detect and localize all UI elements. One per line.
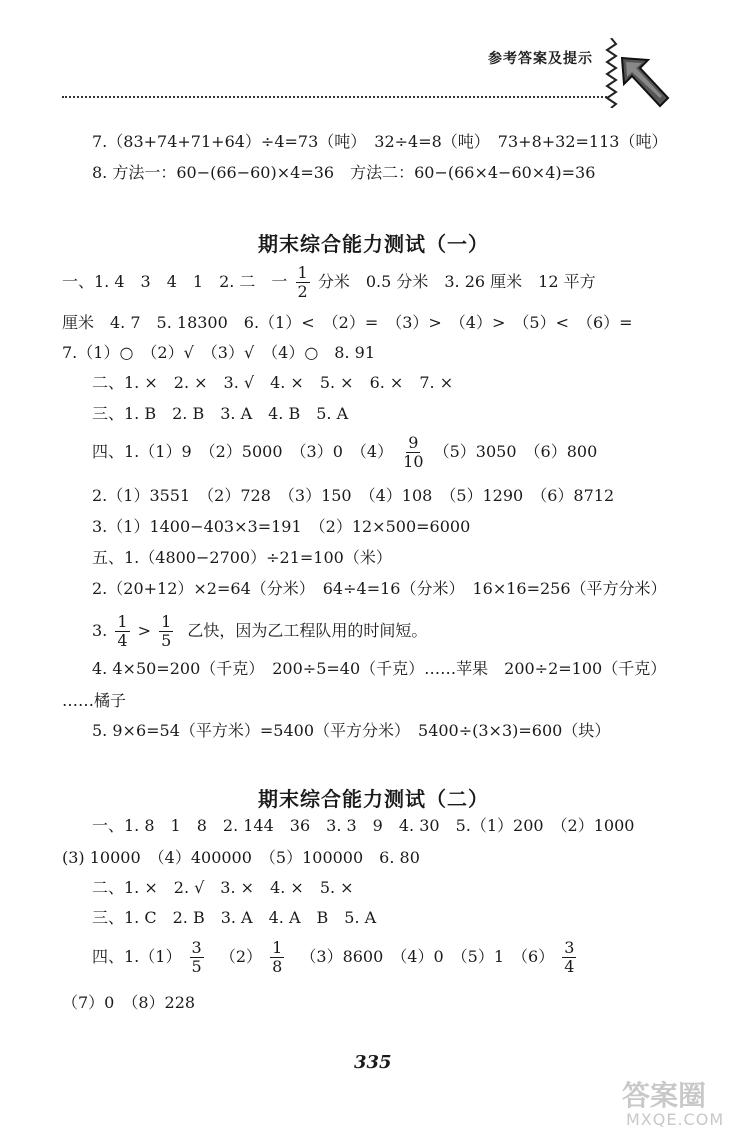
fraction-numerator: 1 xyxy=(272,938,283,957)
section-title-test-2: 期末综合能力测试（二） xyxy=(258,787,489,811)
fraction xyxy=(115,613,129,650)
answer-line: 7.（1）○ （2）√ （3）√ （4）○ 8. 91 xyxy=(62,343,376,362)
watermark-url: MXQE.COM xyxy=(626,1110,725,1129)
answer-line xyxy=(62,262,596,302)
answer-line: 8. 方法一：60−(66−60)×4=36 方法二：60−(66×4−60×4)=36 xyxy=(92,163,596,182)
header-dotted-rule xyxy=(62,96,607,98)
watermark-logo: 答案圈 xyxy=(622,1079,707,1112)
answer-line: 2.（20+12）×2=64（分米） 64÷4=16（分米） 16×16=256（平方分米） xyxy=(92,579,667,598)
answer-line xyxy=(92,432,597,472)
fraction-denominator: 8 xyxy=(272,957,283,976)
fraction-denominator: 5 xyxy=(191,957,202,976)
fraction-denominator: 5 xyxy=(161,631,172,650)
answer-line: 3.（1）1400−403×3=191 （2）12×500=6000 xyxy=(92,517,471,536)
comparison-sign: > xyxy=(137,621,152,640)
answer-text: 乙快，因为乙工程队用的时间短。 xyxy=(187,621,428,640)
answer-line: (3) 10000 （4）400000 （5）100000 6. 80 xyxy=(62,848,420,867)
wavy-divider-icon xyxy=(604,38,618,108)
fraction-numerator: 1 xyxy=(297,263,308,282)
fraction-denominator: 4 xyxy=(117,631,128,650)
answer-line xyxy=(92,611,427,651)
fraction xyxy=(270,939,284,976)
arrow-icon xyxy=(618,54,672,112)
answer-line: 4. 4×50=200（千克） 200÷5=40（千克）……苹果 200÷2=100（千克） xyxy=(92,659,667,678)
answer-text: （5）3050 （6）800 xyxy=(433,442,598,461)
answer-text: （2） xyxy=(219,947,263,966)
answer-line: （7）0 （8）228 xyxy=(62,993,196,1012)
fraction-numerator: 1 xyxy=(161,612,172,631)
fraction xyxy=(401,434,425,471)
fraction xyxy=(190,939,204,976)
answer-line xyxy=(92,937,579,977)
answer-line: 7.（83+74+71+64）÷4=73（吨） 32÷4=8（吨） 73+8+32=113（吨） xyxy=(92,132,668,151)
answer-text: 四、1.（1） xyxy=(92,947,182,966)
answer-text: 一、1. 4 3 4 1 2. 二 一 xyxy=(62,272,288,291)
answer-line: 三、1. C 2. B 3. A 4. A B 5. A xyxy=(92,908,377,927)
answer-text: 分米 0.5 分米 3. 26 厘米 12 平方 xyxy=(317,272,596,291)
fraction-numerator: 9 xyxy=(408,433,419,452)
fraction-denominator: 2 xyxy=(297,282,308,301)
answer-line: 三、1. B 2. B 3. A 4. B 5. A xyxy=(92,404,349,423)
fraction-numerator: 3 xyxy=(191,938,202,957)
fraction-numerator: 1 xyxy=(117,612,128,631)
answer-text: 3. xyxy=(92,621,108,640)
answer-line: 五、1.（4800−2700）÷21=100（米） xyxy=(92,548,392,567)
answer-line: 厘米 4. 7 5. 18300 6.（1）< （2）= （3）> （4）> （5）< （6）= xyxy=(62,313,633,332)
fraction xyxy=(296,264,310,301)
answer-line: 一、1. 8 1 8 2. 144 36 3. 3 9 4. 30 5.（1）200 （2）1000 xyxy=(92,816,635,835)
answer-text: （3）8600 （4）0 （5）1 （6） xyxy=(300,947,555,966)
fraction xyxy=(562,939,576,976)
fraction-denominator: 4 xyxy=(564,957,575,976)
fraction-denominator: 10 xyxy=(403,452,424,471)
section-title-test-1: 期末综合能力测试（一） xyxy=(258,232,489,256)
answer-line: ……橘子 xyxy=(62,691,127,710)
answer-line: 二、1. × 2. × 3. √ 4. × 5. × 6. × 7. × xyxy=(92,373,454,392)
fraction-numerator: 3 xyxy=(564,938,575,957)
answer-line: 2.（1）3551 （2）728 （3）150 （4）108 （5）1290 （6）8712 xyxy=(92,486,615,505)
page-number: 335 xyxy=(354,1052,392,1073)
answer-text: 四、1.（1）9 （2）5000 （3）0 （4） xyxy=(92,442,394,461)
header-title: 参考答案及提示 xyxy=(488,51,593,67)
fraction xyxy=(159,613,173,650)
answer-line: 5. 9×6=54（平方米）=5400（平方分米） 5400÷(3×3)=600（块） xyxy=(92,721,611,740)
answer-line: 二、1. × 2. √ 3. × 4. × 5. × xyxy=(92,878,354,897)
